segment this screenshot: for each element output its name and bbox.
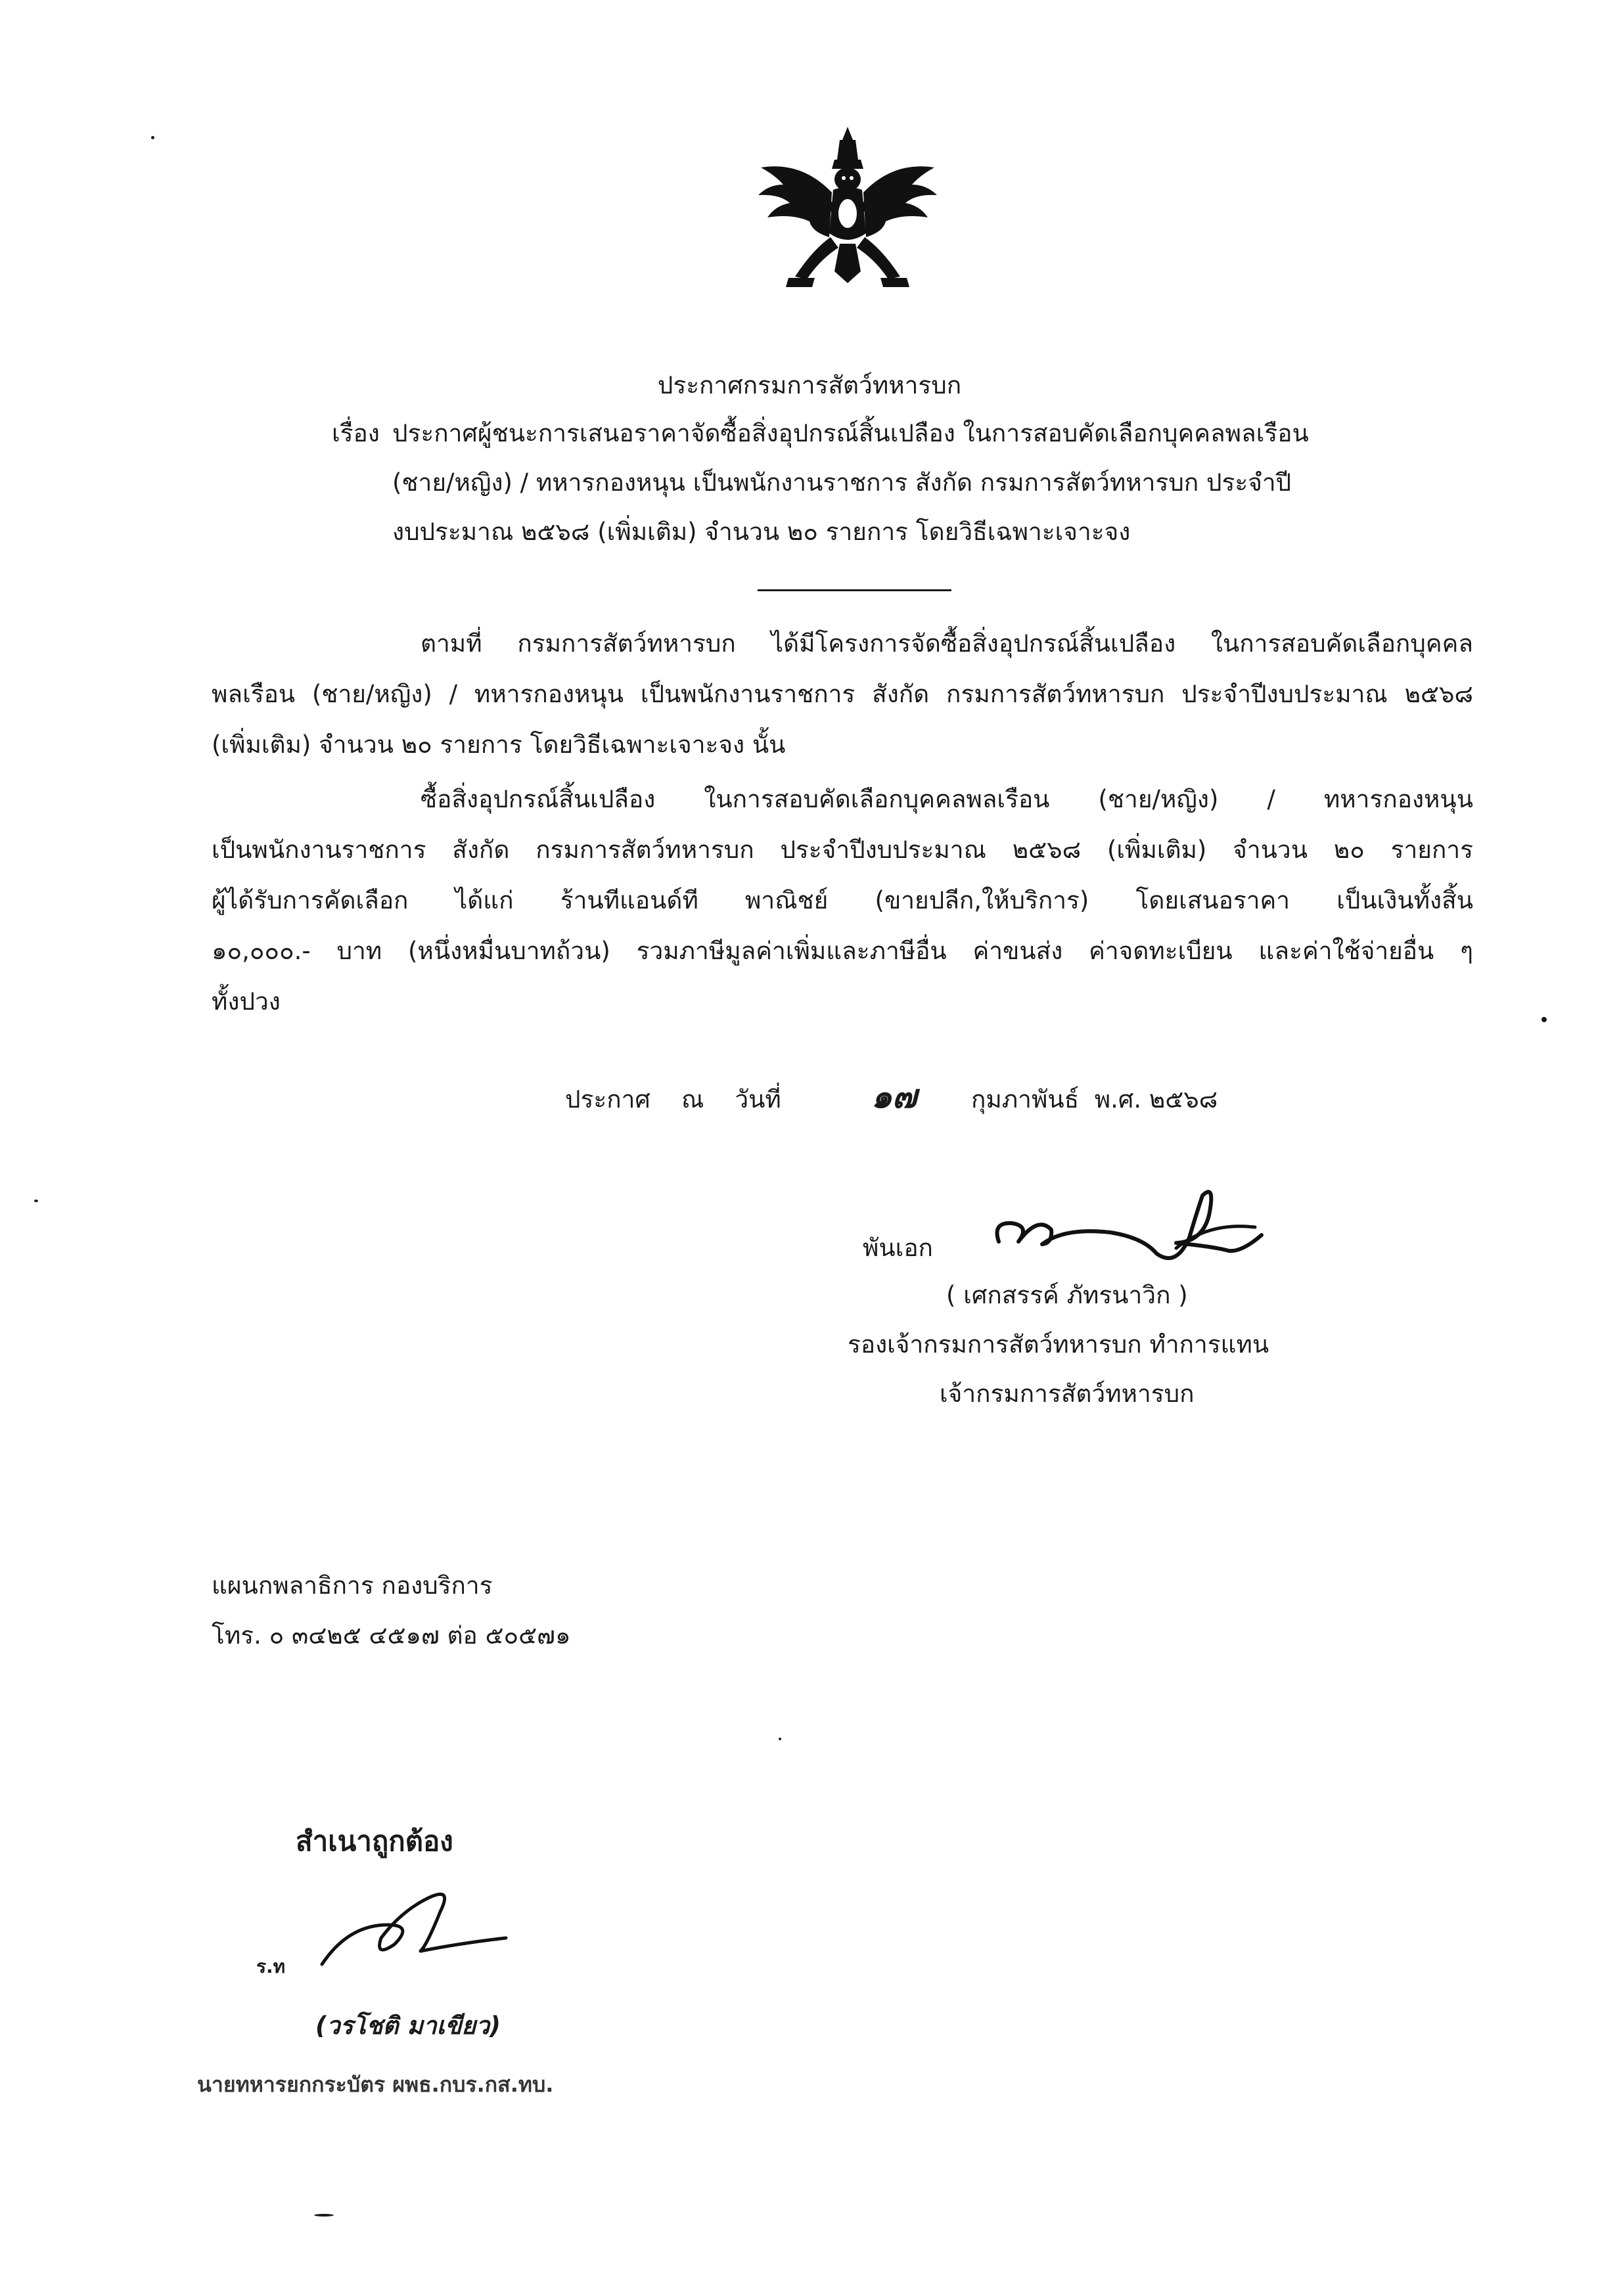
subject-label: เรื่อง <box>332 419 380 447</box>
signatory-position: รองเจ้ากรมการสัตว์ทหารบก ทำการแทน <box>848 1330 1269 1359</box>
paragraph-line: ตามที่ กรมการสัตว์ทหารบก ได้มีโครงการจัดซื้อสิ่งอุปกรณ์สิ้นเปลือง ในการสอบคัดเลือกบุคคล <box>421 629 1473 658</box>
signature-image <box>979 1169 1268 1268</box>
scan-speck <box>34 1200 38 1202</box>
paragraph-award <box>212 785 1473 1038</box>
certifier-position: นายทหารยกกระบัตร ผพธ.กบร.กส.ทบ. <box>197 2072 554 2097</box>
signatory-name: ( เศกสรรค์ ภัทรนาวิก ) <box>946 1281 1188 1309</box>
subject-line: (ชาย/หญิง) / ทหารกองหนุน เป็นพนักงานราชการ สังกัด กรมการสัตว์ทหารบก ประจำปี <box>392 468 1292 497</box>
signatory-position: เจ้ากรมการสัตว์ทหารบก <box>940 1380 1195 1408</box>
paragraph-line: (เพิ่มเติม) จำนวน ๒๐ รายการ โดยวิธีเฉพาะเจาะจง นั้น <box>212 731 786 759</box>
divider <box>758 589 951 591</box>
paragraph-line: เป็นพนักงานราชการ สังกัด กรมการสัตว์ทหารบก ประจำปีงบประมาณ ๒๕๖๘ (เพิ่มเติม) จำนวน ๒๐ รายการ <box>212 836 1473 864</box>
scan-speck <box>314 2214 334 2217</box>
certifier-name: (วรโชติ มาเขียว) <box>315 2012 501 2040</box>
certifier-rank: ร.ท <box>256 1956 286 1977</box>
scan-speck <box>1541 1017 1547 1022</box>
subject-line: ประกาศผู้ชนะการเสนอราคาจัดซื้อสิ่งอุปกรณ์สิ้นเปลือง ในการสอบคัดเลือกบุคคลพลเรือน <box>392 419 1309 447</box>
announcement-day-handwritten: ๑๗ <box>871 1077 917 1115</box>
announcement-date-prefix: ประกาศ ณ วันที่ <box>565 1085 781 1114</box>
document-title: ประกาศกรมการสัตว์ทหารบก <box>657 371 962 399</box>
announcement-month-year: กุมภาพันธ์ พ.ศ. ๒๕๖๘ <box>971 1085 1218 1114</box>
paragraph-line: พลเรือน (ชาย/หญิง) / ทหารกองหนุน เป็นพนักงานราชการ สังกัด กรมการสัตว์ทหารบก ประจำปีงบประมาณ ๒๕๖๘ <box>212 680 1473 708</box>
paragraph-line: ผู้ได้รับการคัดเลือก ได้แก่ ร้านทีแอนด์ที พาณิชย์ (ขายปลีก,ให้บริการ) โดยเสนอราคา เป็นเงินทั้งสิ้น <box>212 886 1473 914</box>
scan-speck <box>779 1738 781 1740</box>
contact-phone: โทร. ๐ ๓๔๒๕ ๔๕๑๗ ต่อ ๕๐๕๗๑ <box>212 1621 571 1650</box>
signatory-rank: พันเอก <box>863 1234 933 1262</box>
scan-speck <box>151 136 154 139</box>
paragraph-background <box>212 629 1473 781</box>
subject-line: งบประมาณ ๒๕๖๘ (เพิ่มเติม) จำนวน ๒๐ รายการ โดยวิธีเฉพาะเจาะจง <box>392 518 1131 546</box>
paragraph-line: ๑๐,๐๐๐.- บาท (หนึ่งหมื่นบาทถ้วน) รวมภาษีมูลค่าเพิ่มและภาษีอื่น ค่าขนส่ง ค่าจดทะเบียน และค่าใช้จ่ายอื่น ๆ <box>212 937 1473 965</box>
certifier-signature-image <box>309 1885 526 1971</box>
garuda-emblem <box>749 122 946 319</box>
paragraph-line: ซื้อสิ่งอุปกรณ์สิ้นเปลือง ในการสอบคัดเลือกบุคคลพลเรือน (ชาย/หญิง) / ทหารกองหนุน <box>421 785 1473 813</box>
contact-department: แผนกพลาธิการ กองบริการ <box>212 1571 493 1600</box>
certified-copy-label: สำเนาถูกต้อง <box>296 1825 453 1857</box>
paragraph-line: ทั้งปวง <box>212 987 281 1016</box>
